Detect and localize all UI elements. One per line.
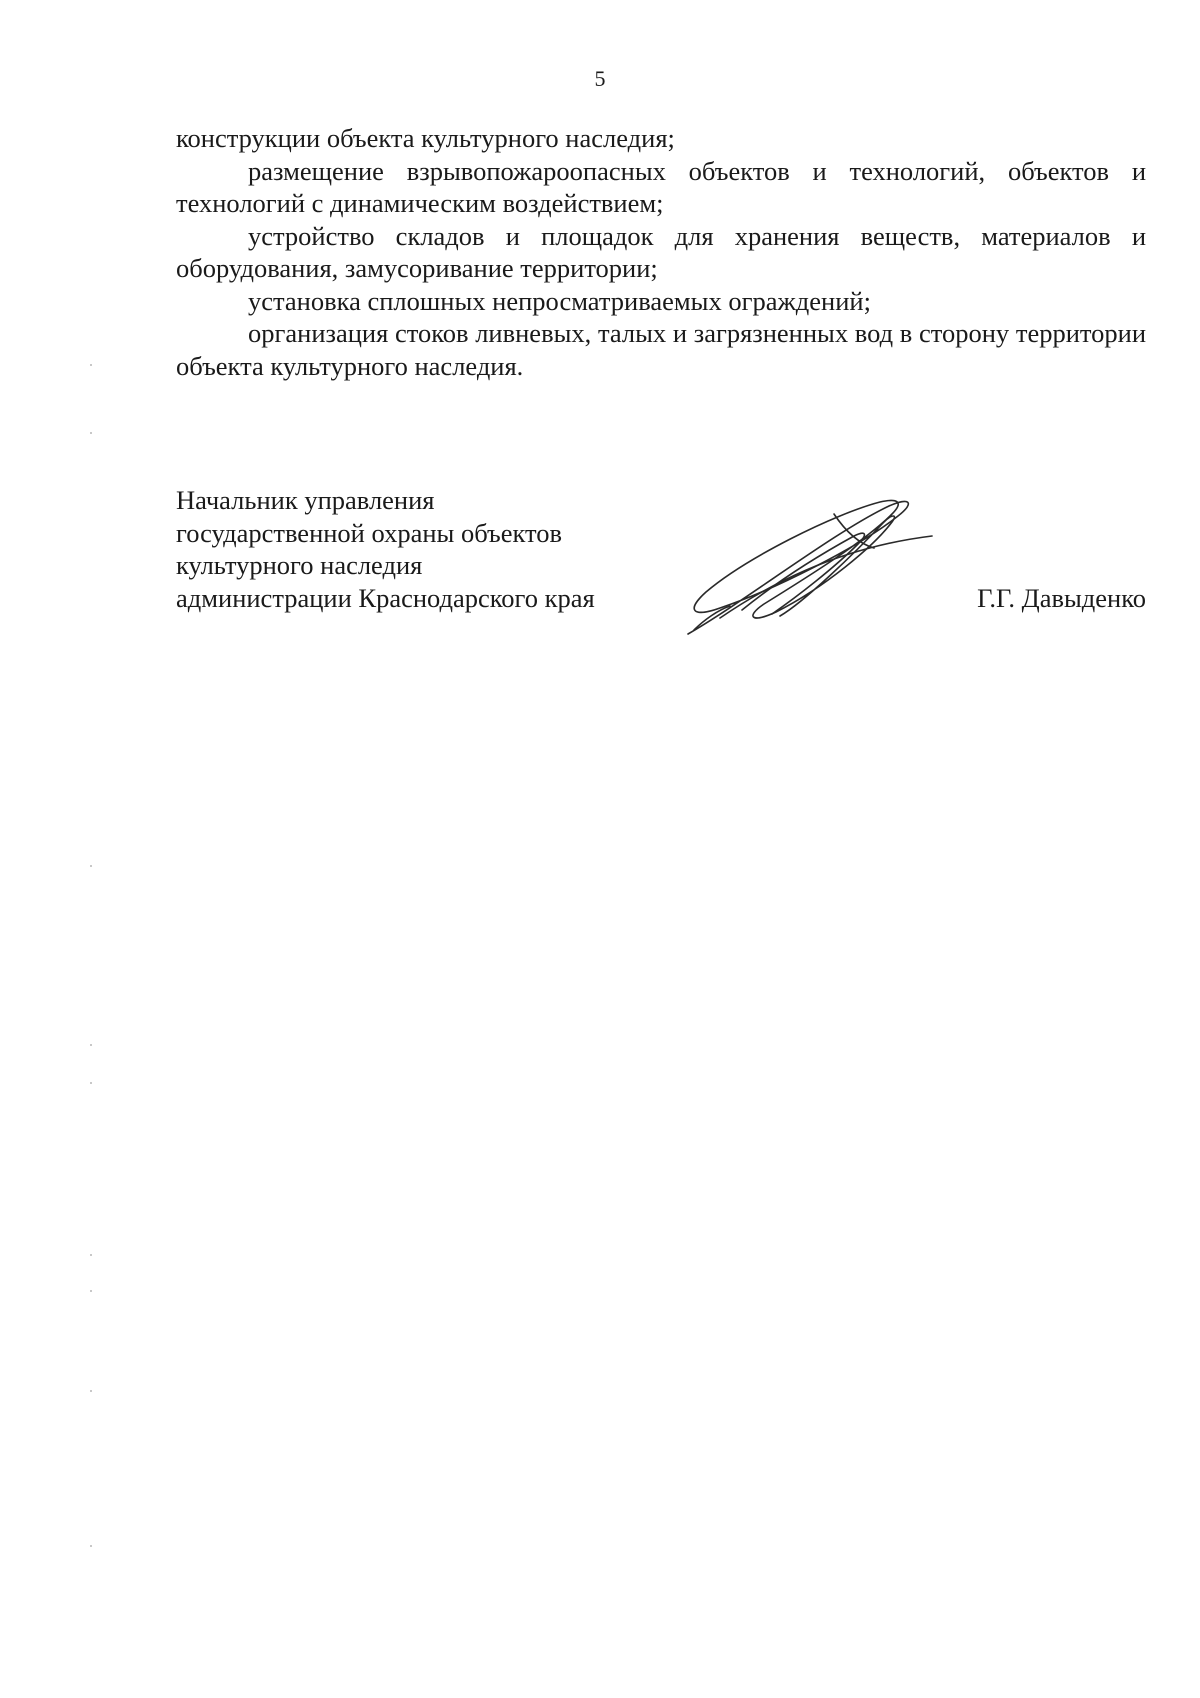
signer-name: Г.Г. Давыденко [977, 582, 1146, 613]
signer-title-line-3: культурного наследия [176, 550, 423, 580]
scan-artifact [90, 1545, 92, 1547]
scan-artifact [90, 1290, 92, 1292]
paragraph-1: конструкции объекта культурного наследия; [176, 123, 675, 153]
paragraph-2: размещение взрывопожароопасных объектов и технологий, объектов и технологий с динамическим воздействием; [176, 155, 1146, 218]
scan-artifact [90, 1082, 92, 1084]
scan-artifact [90, 1254, 92, 1256]
signer-title-line-4: администрации Краснодарского края [176, 582, 595, 613]
signature-block [176, 484, 1146, 634]
page-number: 5 [594, 66, 606, 91]
signer-title [176, 484, 595, 614]
scan-artifact [90, 865, 92, 867]
scan-artifact [90, 1044, 92, 1046]
paragraph-3: устройство складов и площадок для хранения веществ, материалов и оборудования, замусоривание территории; [176, 220, 1146, 283]
scan-artifact [90, 432, 92, 434]
handwritten-signature [684, 492, 934, 642]
document-body [176, 122, 1146, 382]
paragraph-5: организация стоков ливневых, талых и загрязненных вод в сторону территории объекта культурного наследия. [176, 318, 1146, 381]
signer-title-line-2: государственной охраны объектов [176, 517, 563, 548]
paragraph-4: установка сплошных непросматриваемых ограждений; [248, 285, 871, 316]
scan-artifact [90, 1390, 92, 1392]
signer-title-line-1: Начальник управления [176, 485, 435, 515]
scan-artifact [90, 364, 92, 366]
